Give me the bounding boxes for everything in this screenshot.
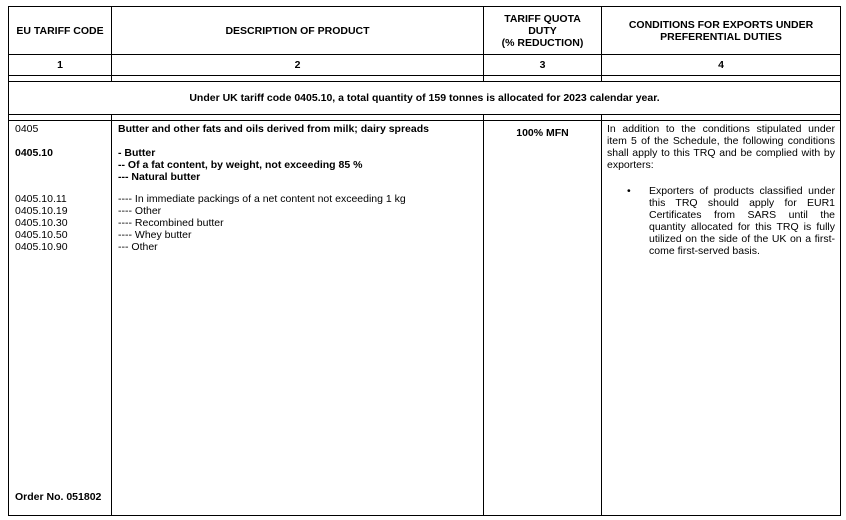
column-number-row — [9, 55, 841, 76]
column-number-3: 3 — [484, 55, 602, 76]
bullet-icon: • — [627, 185, 631, 197]
quota-note: Under UK tariff code 0405.10, a total quantity of 159 tonnes is allocated for 2023 calendar year. — [9, 82, 841, 115]
duty-cell — [484, 121, 602, 516]
header-conditions-line2: PREFERENTIAL DUTIES — [660, 30, 782, 43]
header-tariff-line1: TARIFF QUOTA — [504, 12, 581, 25]
code-item: 0405.10.19 — [15, 205, 68, 217]
quota-note-row — [9, 82, 841, 115]
header-tariff-line2: DUTY — [528, 24, 557, 37]
code-subheading: 0405.10 — [15, 147, 53, 159]
column-number-2: 2 — [112, 55, 484, 76]
description-item: --- Other — [118, 241, 158, 253]
product-row — [9, 121, 841, 516]
code-item: 0405.10.30 — [15, 217, 68, 229]
header-tariff-line3: (% REDUCTION) — [501, 36, 584, 49]
column-number-4: 4 — [602, 55, 841, 76]
header-conditions-line1: CONDITIONS FOR EXPORTS UNDER — [628, 18, 814, 31]
description-cell — [112, 121, 484, 516]
code-heading: 0405 — [15, 123, 39, 135]
tariff-table — [8, 6, 841, 516]
header-tariff-quota-duty — [484, 7, 602, 55]
header-conditions — [602, 7, 841, 55]
code-item: 0405.10.50 — [15, 229, 68, 241]
conditions-bullet-item — [607, 185, 835, 257]
description-heading: Butter and other fats and oils derived from milk; dairy spreads — [118, 123, 429, 135]
header-description: DESCRIPTION OF PRODUCT — [112, 7, 484, 55]
description-item: ---- In immediate packings of a net content not exceeding 1 kg — [118, 193, 406, 205]
order-number: Order No. 051802 — [15, 491, 102, 503]
conditions-bullet-text: Exporters of products classified under this TRQ should apply for EUR1 Certificates from SARS until the quantity allocated for this TRQ is fully utilized on the side of the UK on a first-come first-served basis. — [649, 185, 835, 257]
header-row — [9, 7, 841, 55]
description-sub2: -- Of a fat content, by weight, not exceeding 85 % — [118, 159, 363, 171]
column-number-1: 1 — [9, 55, 112, 76]
conditions-cell — [602, 121, 841, 516]
description-item: ---- Whey butter — [118, 229, 192, 241]
description-item: ---- Other — [118, 205, 162, 217]
description-sub1: - Butter — [118, 147, 156, 159]
duty-value: 100% MFN — [516, 127, 569, 139]
header-eu-tariff-code: EU TARIFF CODE — [9, 7, 112, 55]
description-sub3: --- Natural butter — [118, 171, 201, 183]
description-item: ---- Recombined butter — [118, 217, 224, 229]
conditions-intro: In addition to the conditions stipulated under item 5 of the Schedule, the following conditions shall apply to this TRQ and be complied with by exporters: — [607, 123, 835, 171]
code-item: 0405.10.90 — [15, 241, 68, 253]
codes-cell — [9, 121, 112, 516]
code-item: 0405.10.11 — [15, 193, 67, 205]
